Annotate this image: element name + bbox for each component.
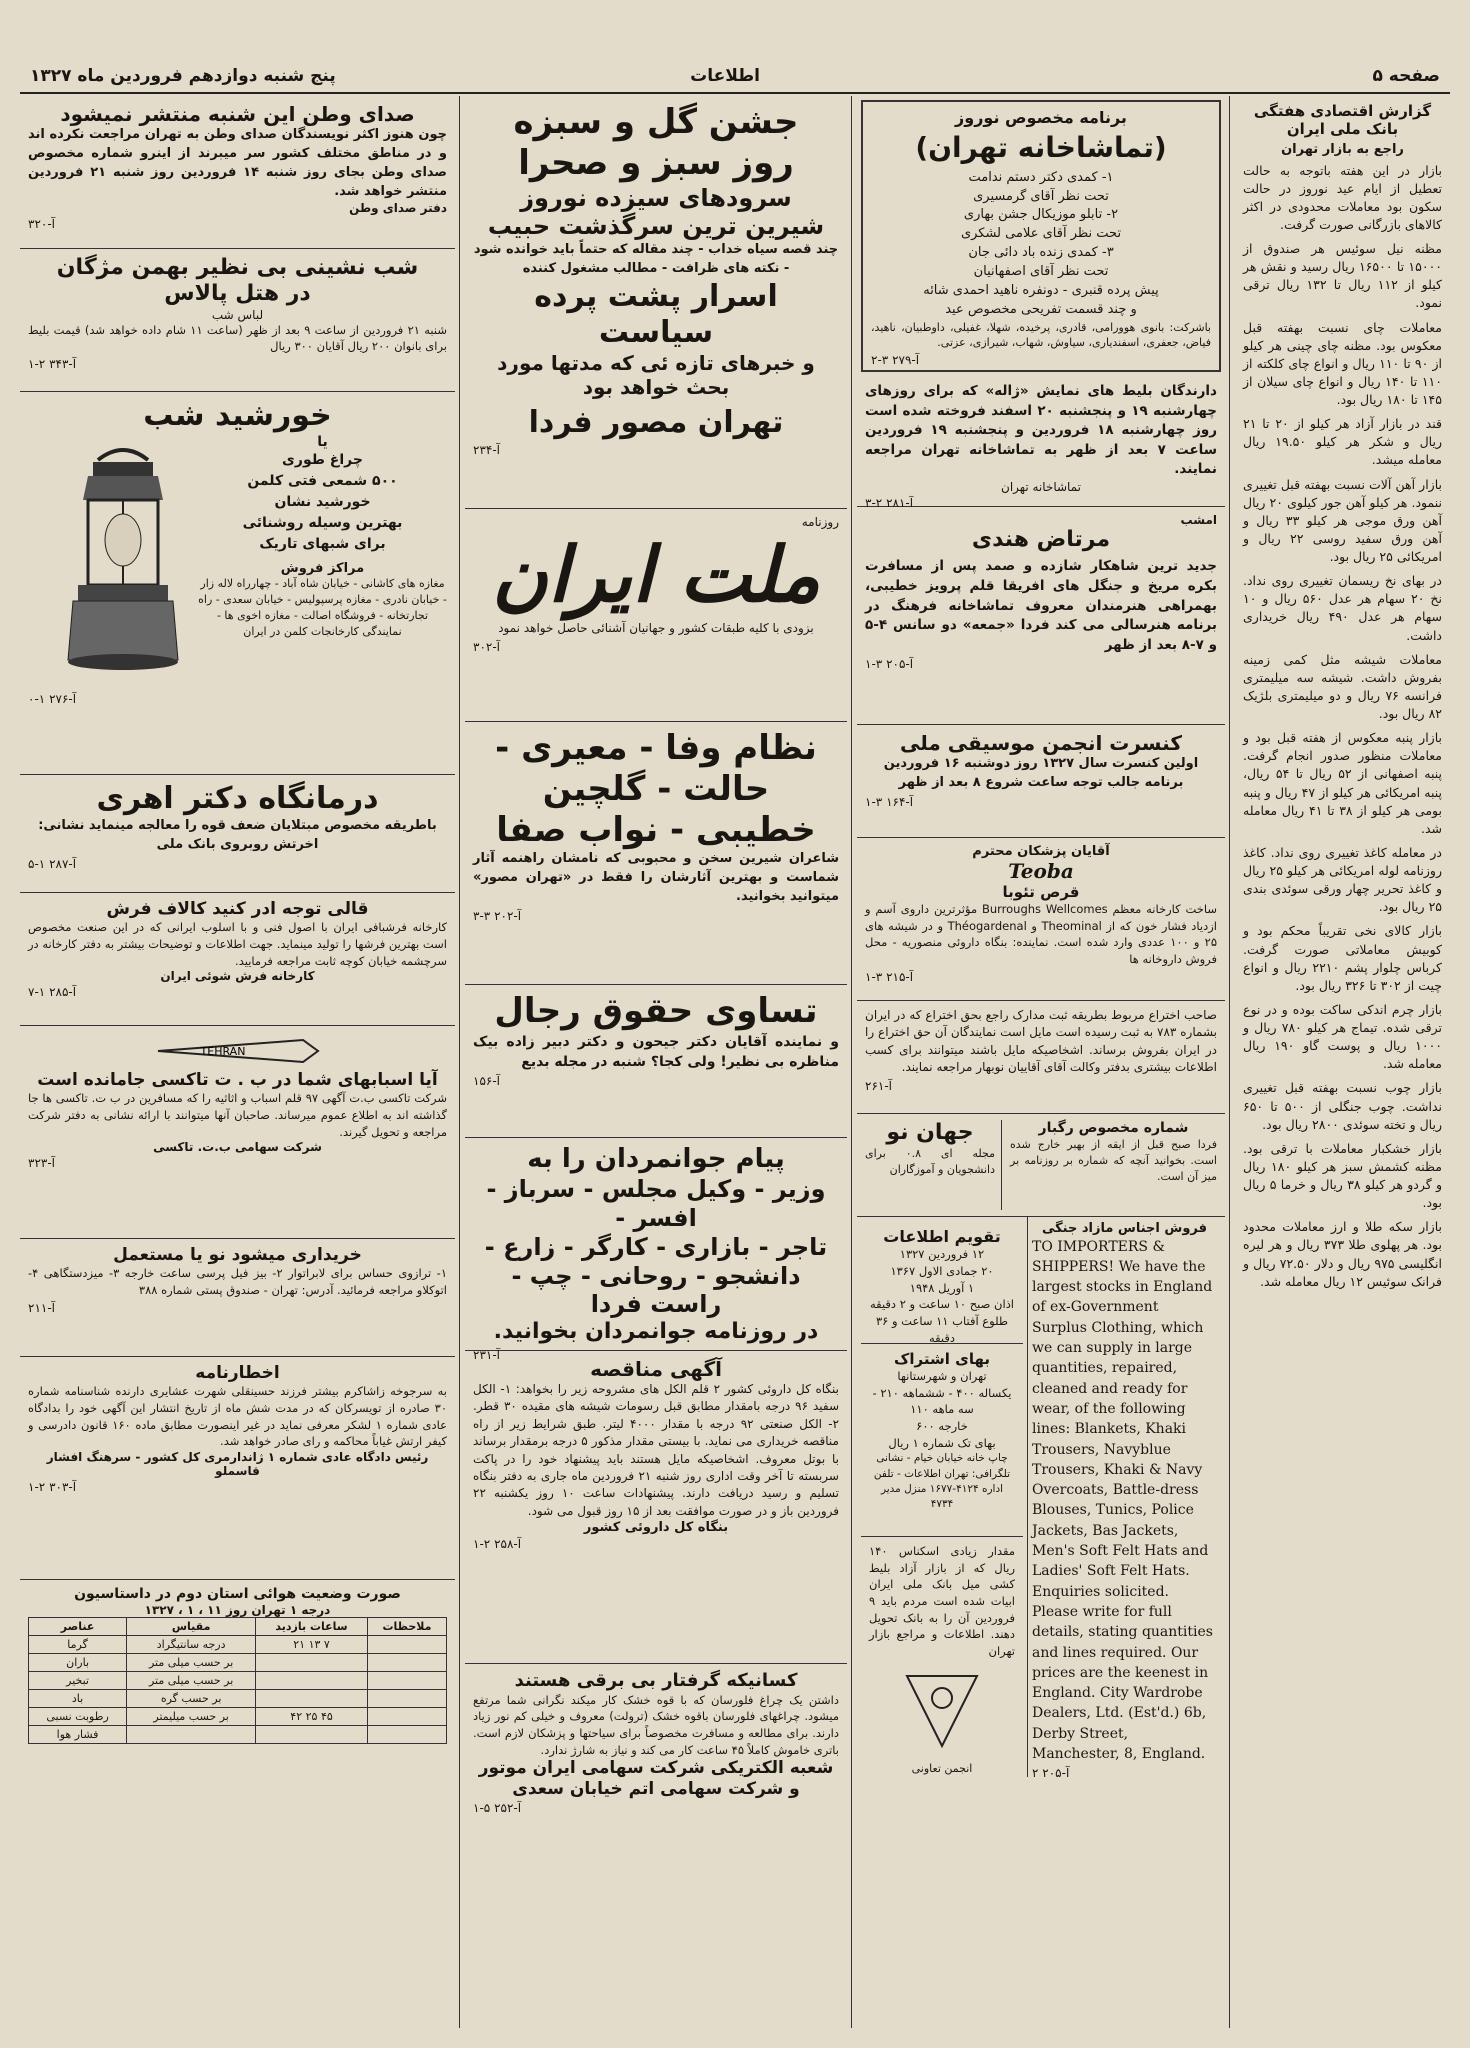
weather-cell (256, 1653, 368, 1671)
summons-notice (20, 1357, 455, 1580)
poets-line-2: حالت - گلچین (542, 768, 770, 809)
subscription-row: تهران و شهرستانها (897, 1369, 987, 1383)
sedaye-vatan-sign: دفتر صدای وطن (349, 201, 447, 216)
calendar-line: ۲۰ جمادی الاول ۱۳۶۷ (890, 1263, 994, 1278)
ad-code: آ-۲۸۷ ۱-۵ (28, 856, 77, 871)
weather-subtitle: درجه ۱ تهران روز ۱۱ ، ۱ ، ۱۳۲۷ (144, 1602, 331, 1617)
ad-code: آ-۱۶۴ ۳-۱ (865, 794, 914, 809)
economic-report-paragraph: بازار خشکبار معاملات با ترقی بود. مظنه کشمش سبز هر کیلو ۱۸۰ ریال و گردو هر کیلو ۳۸ ریال و خرما ۵ ریال بود. (1243, 1140, 1442, 1211)
khorshid-feature: خورشید نشان (274, 494, 371, 510)
currency-notice (861, 1537, 1023, 1775)
economic-report-subtitle: راجع به بازار تهران (1281, 142, 1404, 157)
khorshid-features (198, 450, 447, 555)
teoba-brand: Teoba (1008, 859, 1074, 883)
weather-cell (367, 1725, 446, 1743)
weather-cell: باران (29, 1653, 127, 1671)
ragbar-title: شماره مخصوص رگبار (1038, 1120, 1189, 1136)
weather-cell: بر حسب میلی متر (127, 1653, 256, 1671)
bt-taxi-sign: شرکت سهامی ب.ت. تاکسی (153, 1140, 322, 1155)
theatre-program-item: و چند قسمت تفریحی مخصوص عید (945, 301, 1137, 317)
palace-text: شنبه ۲۱ فروردین از ساعت ۹ بعد از ظهر (ساعت ۱۱ شام داده خواهد شد) قیمت بلیط برای بانوان ۲۰۰ ریال آقایان ۳۰۰ ریال (28, 322, 447, 354)
newspaper-label: روزنامه (801, 515, 839, 529)
weather-cell (127, 1725, 256, 1743)
lamp-ad-title: کسانیکه گرفتار بی برقی هستند (514, 1670, 798, 1691)
calendar-subscription (857, 1217, 1027, 1777)
calendar-box (861, 1221, 1023, 1344)
iran-motor-line: شعبه الکتریکی شرکت سهامی ایران موتور (478, 1758, 834, 1779)
ad-code: آ-۲۸۵ ۱-۷ (28, 985, 77, 1000)
weather-header-cell: ملاحظات (367, 1617, 446, 1635)
wanted-equipment-ad (20, 1239, 455, 1357)
sizdah-songs: سرودهای سیزده نوروز (520, 183, 792, 212)
economic-report-paragraph: بازار پنبه معکوس از هفته قبل بود و معاملات منظور صدور انجام گرفت. پنبه اصفهانی از ۵۲ ریال تا ۵۴ ریال، پنبه امریکائی هر کیلو از ۴۷ ریال و پنبه بومی هر کیلو از ۳۸ تا ۴۱ ریال معامله شد. (1243, 730, 1443, 836)
jahan-no-ad (857, 1114, 1225, 1217)
weather-cell: رطوبت نسبی (29, 1707, 127, 1725)
economic-report-paragraph: بازار چوب نسبت بهفته قبل تغییری نداشت. چوب جنگلی از ۵۰۰ تا ۶۵۰ ریال و تخته سوئدی ۲۸۰۰ ریال بود. (1243, 1080, 1442, 1132)
teoba-title: آقایان پزشکان محترم (972, 844, 1110, 859)
publisher-address: چاپ خانه خیابان خیام - نشانی تلگرافی: تهران اطلاعات - تلفن اداره ۴۱۲۴-۱۶۷۷ منزل مدیر ۴۷۳۴ (873, 1452, 1011, 1511)
habib-story: شیرین ترین سرگذشت حبیب (487, 212, 825, 241)
wanted-title: خریداری میشود نو یا مستعمل (113, 1245, 362, 1265)
weather-header-cell: ساعات بازدید (256, 1617, 368, 1635)
mens-rights-title: تساوی حقوق رجال (494, 991, 818, 1031)
summons-title: اخطارنامه (195, 1363, 280, 1383)
subscription-row: یکساله ۴۰۰ - ششماهه ۲۱۰ - سه ماهه ۱۱۰ (872, 1385, 1012, 1417)
carpet-text: کارخانه فرشبافی ایران با اصول فنی و با اسلوب ایرانی که در این صنعت مخصوص است بهترین فرشها را تولید مینماید. جهت اطلاعات و توضیحات بیشتر به دفتر کارخانه در سرچشمه خیابان کوچه ثابت مراجعه فرمایید. (28, 920, 447, 968)
khorshid-title: خورشید شب (143, 398, 332, 433)
bt-taxi-title: آیا اسبابهای شما در ب . ت تاکسی جامانده است (37, 1070, 438, 1090)
theatre-program-item: تحت نظر آقای علامی لشکری (960, 226, 1122, 242)
ad-code: آ-۳۴۳ ۲-۱ (28, 357, 77, 372)
left-ads-column (20, 96, 455, 2028)
indian-ascetic-text: جدید ترین شاهکار شازده و صمد پس از مسافرت بکره مریخ و جنگل های افریقا قلم پرویز خطیبی، بهمراهی هنرمندان معروف تماشاخانه فرهنگ در برنامه هنرسالی می کند فردا «جمعه» دو سانس ۴-۵ و ۷-۸ بعد از ظهر (865, 558, 1217, 653)
weather-cell (367, 1635, 446, 1653)
jaleh-ticket-notice (857, 376, 1225, 510)
jaleh-notice-sign: تماشاخانه تهران (1001, 479, 1081, 494)
poets-text: شاعران شیرین سخن و محبوبی که نامشان راهنمه آثار شماست و بهترین آثارشان را فقط در «تهران مصور» میتوانید بخوانید. (473, 851, 839, 905)
economic-report-column (1235, 96, 1450, 2028)
theatre-name: (تماشاخانه تهران) (915, 131, 1167, 165)
new-news: و خبرهای تازه ئی که مدتها مورد بحث خواهد بود (497, 350, 815, 399)
theatre-program-item: پیش پرده قنبری - دونفره ناهید احمدی شائه (923, 282, 1159, 298)
ad-code: آ-۲۰۲ ۳-۳ (473, 908, 522, 923)
khorshid-feature: ۵۰۰ شمعی فتی کلمن (247, 473, 398, 489)
theatre-cast: باشرکت: بانوی هوورامی، قادری، پرخیده، شهلا، غفیلی، داوطبیان، ناهید، فیاض، جعفری، اسفندیاری، سیاوش، شهاب، شیرازی، عزتی. (871, 320, 1211, 350)
weather-cell (256, 1725, 368, 1743)
javanmardan-ad (465, 1138, 847, 1362)
theatre-program-item: ۱- کمدی دکتر دستم ندامت (968, 169, 1114, 185)
surplus-english-text: TO IMPORTERS & SHIPPERS! We have the largest stocks in England of ex-Government Surplus Clothing, which we can supply in large quantities, repaired, cleaned and ready for wear, of the following lines: Blankets, Khaki Trousers, Navyblue Trousers, Khaki & Navy Overcoats, Battle-dress Blouses, Tunics, Police Jackets, Bas Jackets, Men's Soft Felt Hats and Ladies' Soft Felt Hats. Enquiries solicited. Please write for full details, stating quantities and lines required. Our prices are the keenest in England. City Wardrobe Dealers, Ltd. (Est'd.) 6b, Derby Street, Manchester, 8, England. (1032, 1238, 1213, 1763)
summons-text: به سرجوخه زاشاکرم بیشتر فرزند حسینقلی شهرت عشایری دارنده شناسنامه شماره ۳۰ صادره از تویسرکان که در مدت شش ماه از تاریخ انتشار این آگهی خود را بدادگاه عادی شماره ۱ لشکر معرفی نماید در غیر اینصورت مطابق ماده ۱۶۰ قانون دادرسی و کیفر ارتش غیاباً محاکمه و رای صادر خواهد شد. (28, 1384, 447, 1449)
ad-code: آ-۳۲۳ (28, 1156, 56, 1171)
weather-cell (367, 1707, 446, 1725)
ad-code: آ-۲۵۸ ۲-۱ (473, 1537, 522, 1552)
weather-cell: درجه سانتیگراد (127, 1635, 256, 1653)
lower-col2-area (857, 1217, 1225, 1781)
summons-sign: رئیس دادگاه عادی شماره ۱ ژاندارمری کل کشور - سرهنگ افشار قاسملو (46, 1450, 429, 1479)
weather-cell (256, 1689, 368, 1707)
sedaye-vatan-title: صدای وطن این شنبه منتشر نمیشود (60, 102, 415, 126)
lamp-ad-text: داشتن یک چراغ فلورسان که با قوه خشک کار میکند نگرانی شما مرتفع میشود. چراغهای فلورسان باقوه خشک (ترولت) معروف و خیلی کم نور زیاد دارند. برای مطالعه و مسافرت مخصوصاً برای سیاحتها و پزشکان لازم است. باتری خاموش کاملاً ۴۵ ساعت کار می کند و نیاز به شارژ ندارد. (473, 1692, 839, 1757)
teoba-subtitle: قرص تئوبا (1002, 883, 1080, 901)
issue-date: پنج شنبه دوازدهم فروردین ماه ۱۳۲۷ (30, 66, 336, 86)
palace-dress: لباس شب (211, 307, 264, 322)
bt-taxi-ad (20, 1026, 455, 1239)
economic-report-paragraph: بازار آهن آلات نسبت بهفته قبل تغییری ننمود. هر کیلو آهن جور کیلوی ۲۰ ریال آهن ورق موجی هر کیلو ۳۳ ریال و آهن ورق سفید روسی ۲۲ ریال و امریکائی ۲۵ ریال بود. (1243, 476, 1443, 565)
mens-rights-text: و نماینده آقایان دکتر جیحون و دکتر دبیر زاده بیک مناظره بی نظیر! ولی کجا؟ شنبه در مجله بدیع (473, 1033, 839, 1071)
javanmardan-line-3: تاجر - بازاری - کارگر - زارع - (484, 1232, 828, 1261)
ad-code: آ-۳۲۰ (28, 217, 56, 232)
national-music-concert-ad (857, 725, 1225, 838)
ad-code: آ-۲۰۵ ۳-۱ (865, 657, 914, 672)
sedaye-vatan-notice (20, 96, 455, 249)
tender-sign: بنگاه کل داروئی کشور (583, 1520, 729, 1536)
javanmardan-line-2: وزیر - وکیل مجلس - سرباز - افسر - (486, 1175, 826, 1232)
economic-report-paragraph: معاملات شیشه مثل کمی زمینه بفروش داشت. شیشه سه میلیمتری فرانسه ۷۶ ریال و دو میلیمتری بلژیک ۸۲ ریال بود. (1243, 651, 1442, 722)
jaleh-notice-text: دارندگان بلیط های نمایش «ژاله» که برای روزهای چهارشنبه ۱۹ و پنجشنبه ۲۰ اسفند فروخته شده است روز چهارشنبه ۱۸ فروردین و پنجشنبه ۱۹ فروردین ساعت ۷ بعد از ظهر به تماشاخانه تهران مراجعه نمایند. (865, 383, 1218, 478)
patent-text: صاحب اختراع مربوط بطریقه ثبت مدارک راجع بحق اختراع که در ایران بشماره ۷۸۳ به ثبت رسیده است مایل است نمایندگان آن حق اختراع را در ایران بفروش برساند. اشخاصیکه مایل باشند میتوانند برای کسب اطلاعات بیشتری بدفتر وکالت آقای آقاییان نوبهار مراجعه نمایند. (865, 1008, 1217, 1075)
weather-row (29, 1653, 447, 1671)
subscription-title: بهای اشتراک (894, 1350, 990, 1368)
tehran-mosavar-desc: چند قصه سیاه خداب - چند مقاله که حتماً باید خوانده شود - نکته های ظرافت - مطالب مشغول کننده (473, 242, 839, 277)
calendar-lines (869, 1246, 1015, 1346)
subscription-row: خارجه ۶۰۰ (916, 1419, 968, 1434)
surplus-clothing-ad (1027, 1217, 1225, 1781)
clinic-title: درمانگاه دکتر اهری (96, 781, 379, 816)
weather-cell: بر حسب گره (127, 1689, 256, 1707)
lantern-icon (48, 440, 198, 680)
weather-cell (367, 1671, 446, 1689)
weather-cell (256, 1671, 368, 1689)
ad-code: آ-۲۷۹ ۳-۲ (871, 353, 920, 368)
economic-report-paragraph: بازار سکه طلا و ارز معاملات محدود بود. هر پهلوی طلا ۳۷۳ ریال و هر لیره انگلیسی ۹۷۵ ریال و دلار ۷۲.۵۰ ریال و فرانک سوئیس ۱۲ ریال معامله شد. (1243, 1219, 1442, 1289)
ad-code: آ-۲۶۱ (865, 1078, 893, 1093)
tender-title: آگهی مناقصه (590, 1357, 722, 1381)
ad-code: آ-۲۳۴ (473, 442, 501, 457)
tender-notice (465, 1351, 847, 1664)
palace-hotel-ad (20, 249, 455, 392)
logo-caption: انجمن تعاونی (911, 1761, 973, 1775)
weather-header-cell: عناصر (29, 1617, 127, 1635)
weather-cell: فشار هوا (29, 1725, 127, 1743)
weather-cell: ۷ ۱۳ ۲۱ (256, 1635, 368, 1653)
economic-report-paragraph: در معامله کاغذ تغییری روی نداد. کاغذ روزنامه لوله امریکائی هر کیلو ۲۵ ریال و کاغذ تحریر چهار ورقی سوئدی بندی ۲۵ ریال بود. (1243, 844, 1442, 915)
ad-code: آ-۲۳۱ (473, 1347, 501, 1362)
carpet-sign: کارخانه فرش شوئی ایران (160, 969, 315, 984)
economic-report-paragraph: بازار در این هفته باتوجه به حالت تعطیل از ایام عید نوروز در حالت سکون بود معاملات محدودی در اکثر کالاهای بازرگانی صورت گرفت. (1243, 162, 1442, 232)
calendar-line: ۱۲ فروردین ۱۳۲۷ (899, 1247, 985, 1262)
atom-company-line: و شرکت سهامی اتم خیابان سعدی (512, 1778, 800, 1799)
weather-cell (367, 1689, 446, 1707)
sell-centers: مغازه های کاشانی - خیابان شاه آباد - چهارراه لاله زار - خیابان نادری - مغازه پرسپولیس - خیابان سعدی - راه تجارتخانه - فروشگاه اصالت - مغازه اخوی ها - نمایندگی کارخانجات کلمن در ایران (198, 577, 447, 638)
dr-ahari-clinic-ad (20, 775, 455, 893)
theatre-ad-title: برنامه مخصوص نوروز (955, 108, 1127, 127)
ad-code: آ-۲۷۶ ۱-۰ (28, 692, 77, 706)
ragbar-text: فردا صبح قبل از ایقه از بهبر خارج شده است. بخوانید آنچه که شماره بر روزنامه بر میز آن است. (1010, 1137, 1217, 1183)
weather-row (29, 1725, 447, 1743)
teoba-pills-ad (857, 838, 1225, 1001)
tehran-mosavar-ad (465, 96, 847, 509)
ad-code: آ-۱۵۶ (473, 1074, 501, 1089)
theatre-program-item: تحت نظر آقای اصفهانیان (973, 264, 1109, 279)
javanmardan-line-5: در روزنامه جوانمردان بخوانید. (493, 1319, 819, 1345)
khorshid-feature: بهترین وسیله روشنائی (242, 515, 403, 531)
weather-table (28, 1617, 447, 1744)
palace-hotel: در هتل پالاس (164, 281, 311, 307)
carpet-title: قالی توجه ادر کنید کالاف فرش (106, 899, 369, 919)
carpet-wash-ad (20, 893, 455, 1026)
concert-text: اولین کنسرت سال ۱۳۲۷ روز دوشنبه ۱۶ فروردین برنامه جالب توجه ساعت شروع ۸ بعد از ظهر (883, 756, 1199, 790)
weather-cell: ۴۵ ۲۵ ۴۲ (256, 1707, 368, 1725)
ad-code: آ-۲۵۲ ۵-۱ (473, 1801, 522, 1816)
khorshid-feature: برای شبهای تاریک (259, 536, 386, 552)
bt-taxi-logo-text: TEHRAN (200, 1045, 245, 1058)
poets-ad (465, 722, 847, 985)
ad-code: آ-۳۰۲ (473, 639, 501, 654)
newspaper-name: اطلاعات (690, 66, 760, 86)
bt-taxi-text: شرکت تاکسی ب.ت آگهی ۹۷ قلم اسباب و اثاثیه را که مسافرین در ب ت. تاکسی ها جا گذاشته اند به اطلاع عموم میرساند. صاحبان آنها میتوانند با ارائه نشانی به دفتر شرکت مراجعه و تحویل گیرند. (28, 1091, 447, 1139)
indian-ascetic-ad (857, 507, 1225, 725)
green-day-title: روز سبز و صحرا (518, 142, 794, 183)
economic-report-paragraph: قند در بازار آزاد هر کیلو از ۲۰ تا ۲۱ ریال و شکر هر کیلو ۱۹.۵۰ ریال معامله میشد. (1243, 416, 1442, 468)
indian-ascetic-title: مرتاض هندی (971, 527, 1111, 552)
economic-report-paragraph: مظنه نیل سوئیس هر صندوق از ۱۵۰۰۰ تا ۱۶۵۰۰ ریال رسید و نقش هر کیلو از ۱۱۲ ریال تا ۱۳۲ ریال ترقی نمود. (1243, 241, 1442, 311)
politics-secrets: اسرار پشت پرده سیاست (534, 278, 778, 350)
ad-code: آ-۲۸۱ ۲-۳ (865, 495, 914, 510)
subscription-box (861, 1344, 1023, 1537)
ad-code: آ-۲۱۱ (28, 1300, 56, 1315)
tonight-tag: امشب (1180, 513, 1217, 527)
poets-line-3: خطیبی - نواب صفا (496, 809, 816, 850)
weather-row (29, 1671, 447, 1689)
mellat-iran-title: ملت ایران (491, 530, 821, 619)
weather-cell: گرما (29, 1635, 127, 1653)
economic-report-paragraph: بازار کالای نخی تقریباً محکم بود و کوبیش معاملاتی صورت گرفت. کرباس چلوار پشم ۲۲۱۰ ریال و انواع چیت از ۳۰۲ تا ۳۲۶ ریال بود. (1243, 923, 1442, 993)
clinic-text: باطریقه مخصوص مبتلایان ضعف قوه را معالجه مینماید نشانی: اخرتش روبروی بانک ملی (38, 818, 437, 852)
wanted-text: ۱- ترازوی حساس برای لابراتوار ۲- بیز فیل پرسی ساعت خارجه ۳- میزدستگاهی ۴- اتوکلاو مراجعه فرمائید. آدرس: تهران - صندوق پستی شماره ۳۸۸ (28, 1266, 448, 1298)
weather-cell (367, 1653, 446, 1671)
bt-taxi-logo (153, 1032, 323, 1070)
ad-code: آ-۲۰۵ ۲ (1032, 1766, 1070, 1781)
fluorescent-lamp-ad (465, 1664, 847, 1876)
calendar-title: تقویم اطلاعات (883, 1227, 1001, 1246)
ad-code: آ-۳۰۳ ۲-۱ (28, 1480, 77, 1495)
economic-report-body (1243, 162, 1442, 1291)
economic-report-paragraph: در بهای نخ ریسمان تغییری روی نداد. نخ ۲۰ سهام هر عدل ۵۶۰ ریال و ۱۰ سهام هر عدل ۴۹۰ ریال خریداری داشت. (1243, 573, 1443, 643)
page-header (20, 62, 1450, 94)
weather-cell: تبخیر (29, 1671, 127, 1689)
teoba-text: ساخت کارخانه معظم Burroughs Wellcomes مؤثرترین داروی آسم و ازدیاد فشار خون که از Theominal و Théogardenal و در شیشه های ۲۵ و ۱۰۰ عددی وارد شده است. نماینده: بنگاه داروئی منصوریه - محل فروش داروخانه ها (865, 902, 1218, 967)
poets-line-1: نظام وفا - معیری - (495, 728, 817, 768)
subscription-row: بهای تک شماره ۱ ریال (888, 1435, 996, 1450)
flower-festival-title: جشن گل و سبزه (513, 102, 799, 142)
mens-rights-ad (465, 985, 847, 1138)
weather-row (29, 1689, 447, 1707)
khorshid-shab-lamp-ad (20, 392, 455, 775)
surplus-title: فروش اجناس مازاد جنگی (1041, 1221, 1208, 1236)
weather-cell: بر حسب میلیمتر (127, 1707, 256, 1725)
theatre-tehran-ad (861, 100, 1221, 372)
ad-code: آ-۲۱۵ ۳-۱ (865, 969, 914, 984)
main-ads-column (465, 96, 847, 2028)
subscription-rows (869, 1368, 1015, 1451)
tender-text: بنگاه کل داروئی کشور ۲ قلم الکل های مشروحه زیر را بخواهد: ۱- الکل سفید ۹۶ درجه بامقدار مطابق قبل رسومات شیشه های مقیده ۳۰ قطر. ۲- الکل صنعتی ۹۲ درجه با مقدار ۴۰۰۰ لیتر. طبق شرایط زیر از راه مناقصه خریداری می نماید. با بیستی مقدار مذکور ۵ درجه برمقدار برساند با بوتل معروف. اشخاصیکه مایل هستند باید پیشنهاد خود را در پاکت سربسته تا آخر وقت اداری روز شنبه ۲۱ فروردین ماه جاری به دفتر بنگاه تسلیم و رسید دریافت دارند. پیشنهادات ساعت ۱۰ روز یکشنبه ۲۲ فروردین باز و در صورت موافقت بعد از ۱۵ روز قبول می شود. (473, 1382, 840, 1518)
javanmardan-line-1: پیام جوانمردان را به (527, 1144, 785, 1174)
weather-row (29, 1707, 447, 1725)
calendar-line: اذان صبح ۱۰ ساعت و ۲ دقیقه طلوع آفتاب ۱۱ ساعت و ۳۶ دقیقه (869, 1297, 1015, 1345)
mellat-iran-ad (465, 509, 847, 722)
calendar-line: ۱ آوریل ۱۹۴۸ (909, 1280, 975, 1295)
theatre-program-list (871, 169, 1211, 320)
javanmardan-line-4: دانشجو - روحانی - چپ - راست فردا (511, 1261, 801, 1319)
weather-title: صورت وضعیت هوائی استان دوم در داستاسیون (74, 1586, 401, 1602)
palace-title: شب نشینی بی نظیر بهمن مژگان (56, 255, 419, 280)
page-number: صفحه ۵ (1372, 66, 1440, 86)
currency-text: مقدار زیادی اسکناس ۱۴۰ ریال که از بازار آزاد بلیط کشی میل بانک ملی ایران ابیات شده است مردم باید ۹ فروردین آن را به بانک تحویل دهند. اطلاعات و مراجع بازار تهران (869, 1544, 1015, 1659)
tehran-mosavar-tomorrow: تهران مصور فردا (528, 404, 784, 440)
weather-cell: باد (29, 1689, 127, 1707)
weather-report (20, 1580, 455, 1822)
weather-row (29, 1635, 447, 1653)
khorshid-or: یا (317, 434, 328, 450)
mellat-iran-text: بزودی با کلیه طبقات کشور و جهانیان آشنائی حاصل خواهد نمود (498, 621, 814, 636)
sell-centers-title: مراکز فروش (280, 561, 365, 576)
economic-report-paragraph: بازار چرم اندکی ساکت بوده و در نوع ترقی شده. تیماج هر کیلو ۷۸۰ ریال و ۱۰۰۰ ریال و پوست گاو ۱۹۰ ریال معامله شد. (1243, 1001, 1442, 1072)
theatre-program-item: ۲- تابلو موزیکال جشن بهاری (963, 207, 1119, 223)
logo-emblem (897, 1666, 987, 1756)
weather-cell: بر حسب میلی متر (127, 1671, 256, 1689)
entertainment-column (857, 96, 1225, 2028)
economic-report-paragraph: معاملات چای نسبت بهفته قبل معکوس بود. مظنه چای چینی هر کیلو از ۹۰ تا ۱۱۰ ریال و انواع چای کلکته از ۱۱۰ تا ۱۴۰ ریال و انواع چای سیلان از ۱۴۵ تا ۱۸۰ ریال بود. (1243, 319, 1443, 408)
khorshid-feature: چراغ طوری (282, 452, 363, 468)
theatre-program-item: تحت نظر آقای گرمسیری (973, 188, 1109, 204)
concert-title: کنسرت انجمن موسیقی ملی (900, 731, 1182, 755)
theatre-program-item: ۳- کمدی زنده باد دائی جان (968, 245, 1114, 261)
patent-notice (857, 1001, 1225, 1114)
jahan-no-text: مجله ای ۰.۸ برای دانشجویان و آموزگاران (865, 1147, 995, 1177)
weather-header-cell: مقیاس (127, 1617, 256, 1635)
jahan-no-title: جهان نو (886, 1120, 974, 1145)
sedaye-vatan-text: چون هنوز اکثر نویسندگان صدای وطن به تهران مراجعت نکرده اند و در مناطق مختلف کشور سر میبرند از اینرو شماره مخصوص صدای وطن بجای روز شنبه ۱۴ فروردین روز شنبه ۲۱ فروردین منتشر خواهد شد. (28, 127, 447, 199)
economic-report-title: گزارش اقتصادی هفتگی بانک ملی ایران (1253, 102, 1432, 138)
